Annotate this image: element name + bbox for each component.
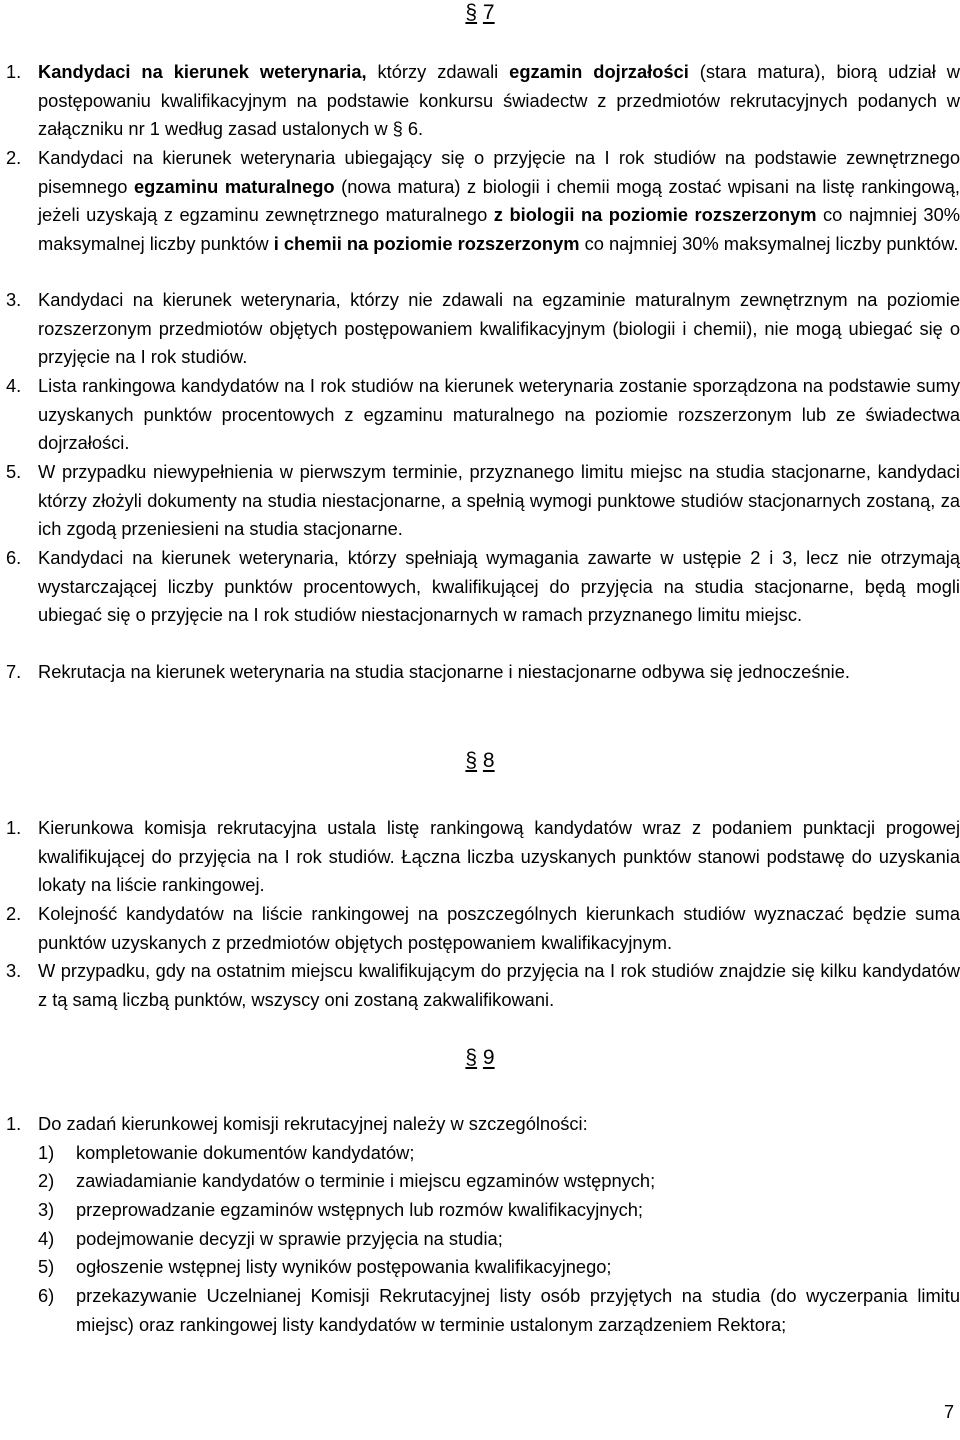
paragraph-item (0, 658, 960, 687)
sub-item-number: 1) (38, 1142, 55, 1163)
item-text (38, 458, 960, 544)
section-heading-7 (0, 0, 960, 26)
paragraph-item (0, 58, 960, 144)
section-number: 9 (482, 1046, 495, 1069)
bold-text: Kandydaci na kierunek weterynaria, (38, 61, 367, 82)
item-text (38, 372, 960, 458)
sub-list-item (38, 1282, 960, 1339)
text-run: Rekrutacja na kierunek weterynaria na studia stacjonarne i niestacjonarne odbywa się jednocześnie. (38, 661, 850, 682)
item-number: 2. (6, 147, 22, 168)
sub-list-item (38, 1253, 960, 1282)
section-heading-9 (0, 1045, 960, 1071)
item-number: 1. (6, 61, 22, 82)
paragraph-item (0, 900, 960, 957)
bold-text: i chemii na poziomie rozszerzonym (273, 232, 580, 254)
sub-item-number: 3) (38, 1199, 55, 1220)
item-number: 1. (6, 817, 22, 838)
item-text (38, 58, 960, 144)
paragraph-item (0, 1110, 960, 1139)
paragraph-item (0, 372, 960, 458)
paragraph-item (0, 286, 960, 372)
item-number: 3. (6, 960, 22, 981)
sub-item-number: 5) (38, 1256, 55, 1277)
text-run: Kandydaci na kierunek weterynaria ubiegający się o przyjęcie na I rok studiów na podstawie zewnętrznego pisemnego (38, 147, 960, 197)
sub-item-number: 6) (38, 1285, 55, 1306)
section-heading-8 (0, 748, 960, 774)
item-number: 3. (6, 289, 22, 310)
item-text (38, 900, 960, 957)
text-run: W przypadku, gdy na ostatnim miejscu kwalifikującym do przyjęcia na I rok studiów znajdzie się kilku kandydatów z tą samą liczbą punktów, wszyscy oni zostaną zakwalifikowani. (38, 960, 960, 1010)
section-number: 8 (482, 749, 495, 772)
text-run: (stara matura), biorą udział w postępowaniu kwalifikacyjnym na podstawie konkursu świadectw z przedmiotów rekrutacyjnych podanych w załączniku nr 1 według zasad ustalonych w § 6. (38, 61, 960, 140)
sub-item-text: kompletowanie dokumentów kandydatów; (76, 1142, 415, 1163)
sub-item-text: podejmowanie decyzji w sprawie przyjęcia na studia; (76, 1228, 503, 1249)
sub-list-item (38, 1167, 960, 1196)
item-text (38, 144, 960, 258)
bold-text: z biologii na poziomie rozszerzonym (493, 204, 817, 226)
text-run: Lista rankingowa kandydatów na I rok studiów na kierunek weterynaria zostanie sporządzona na podstawie sumy uzyskanych punktów procentowych z egzaminu maturalnego na poziomie rozszerzonym lub ze świadectwa dojrzałości. (38, 375, 960, 454)
sub-item-text: przeprowadzanie egzaminów wstępnych lub rozmów kwalifikacyjnych; (76, 1199, 643, 1220)
sub-item-text: przekazywanie Uczelnianej Komisji Rekrutacyjnej listy osób przyjętych na studia (do wyczerpania limitu miejsc) oraz rankingowej listy kandydatów w terminie ustalonym zarządzeniem Rektora; (76, 1285, 960, 1335)
item-text (38, 957, 960, 1014)
sub-item-text: zawiadamianie kandydatów o terminie i miejscu egzaminów wstępnych; (76, 1170, 656, 1191)
item-text (38, 814, 960, 900)
section-sign: § (465, 749, 478, 772)
section-sign: § (465, 1, 478, 24)
text-run: Kolejność kandydatów na liście rankingowej na poszczególnych kierunkach studiów wyznaczać będzie suma punktów uzyskanych z przedmiotów objętych postępowaniem kwalifikacyjnym. (38, 903, 960, 953)
section-number: 7 (482, 1, 495, 24)
bold-text: egzamin dojrzałości (509, 61, 689, 82)
paragraph-item (0, 144, 960, 258)
text-run: Do zadań kierunkowej komisji rekrutacyjnej należy w szczególności: (38, 1113, 588, 1134)
text-run: (nowa matura) z biologii i chemii mogą zostać wpisani na listę rankingową, jeżeli uzyskają z egzaminu zewnętrznego maturalnego (38, 175, 960, 226)
text-run: co najmniej 30% maksymalnej liczby punktów. (579, 232, 959, 254)
text-run: którzy zdawali (366, 61, 510, 82)
paragraph-item (0, 544, 960, 630)
item-text (38, 286, 960, 372)
item-number: 5. (6, 461, 22, 482)
text-run: Kandydaci na kierunek weterynaria, którzy spełniają wymagania zawarte w ustępie 2 i 3, lecz nie otrzymają wystarczającej liczby punktów procentowych, kwalifikującej do przyjęcia na studia stacjonarne, będą mogli ubiegać się o przyjęcie na I rok studiów niestacjonarnych w ramach przyznanego limitu miejsc. (38, 547, 960, 626)
item-number: 2. (6, 903, 22, 924)
item-number: 4. (6, 375, 22, 396)
paragraph-item (0, 458, 960, 544)
item-number: 1. (6, 1113, 22, 1134)
text-run: co najmniej 30% maksymalnej liczby punktów (38, 204, 960, 254)
sub-item-text: ogłoszenie wstępnej listy wyników postępowania kwalifikacyjnego; (76, 1256, 612, 1277)
item-text (38, 544, 960, 630)
item-number: 7. (6, 661, 22, 682)
sub-list-item (38, 1225, 960, 1254)
page-number: 7 (943, 1402, 954, 1422)
paragraph-item (0, 957, 960, 1014)
item-number: 6. (6, 547, 22, 568)
item-text (38, 1110, 960, 1139)
text-run: Kierunkowa komisja rekrutacyjna ustala listę rankingową kandydatów wraz z podaniem punktacji progowej kwalifikującej do przyjęcia na I rok studiów. Łączna liczba uzyskanych punktów stanowi podstawę do uzyskania lokaty na liście rankingowej. (38, 817, 960, 896)
text-run: Kandydaci na kierunek weterynaria, którzy nie zdawali na egzaminie maturalnym zewnętrznym na poziomie rozszerzonym przedmiotów objętych postępowaniem kwalifikacyjnym (biologii i chemii), nie mogą ubiegać się o przyjęcie na I rok studiów. (38, 289, 960, 368)
section-sign: § (465, 1046, 478, 1069)
sub-item-number: 4) (38, 1228, 55, 1249)
sub-list-item (38, 1196, 960, 1225)
sub-list-item (38, 1139, 960, 1168)
text-run: W przypadku niewypełnienia w pierwszym terminie, przyznanego limitu miejsc na studia stacjonarne, kandydaci którzy złożyli dokumenty na studia niestacjonarne, a spełnią wymogi punktowe studiów stacjonarnych zostaną, za ich zgodą przeniesieni na studia stacjonarne. (38, 461, 960, 540)
item-text (38, 658, 960, 687)
paragraph-item (0, 814, 960, 900)
sub-item-number: 2) (38, 1170, 55, 1191)
bold-text: egzaminu maturalnego (134, 175, 335, 197)
